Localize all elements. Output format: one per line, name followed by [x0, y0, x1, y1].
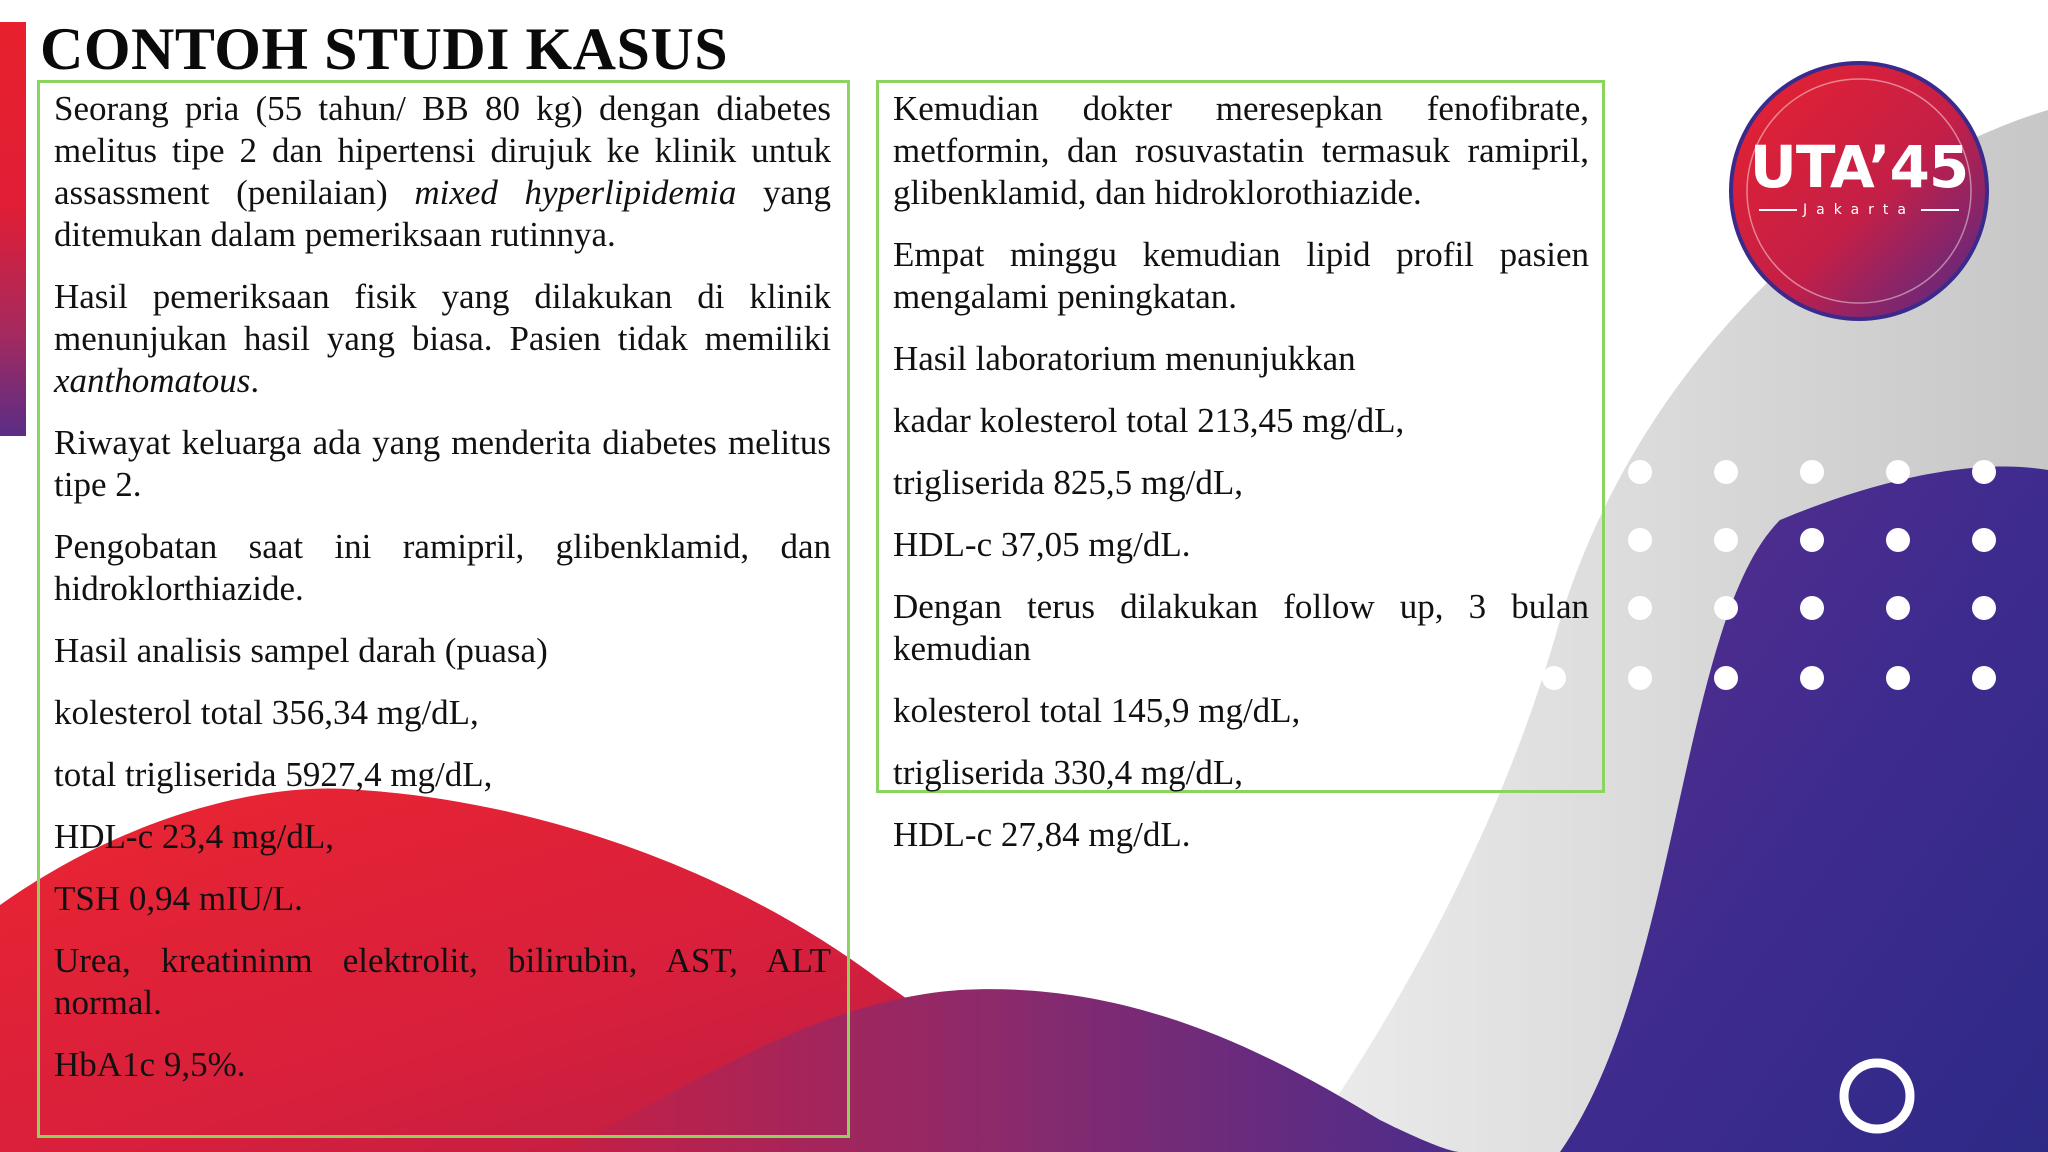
logo-name: UTA’45: [1749, 133, 1969, 201]
follow-up-paragraph: Dengan terus dilakukan follow up, 3 bulan kemudian: [893, 587, 1589, 668]
lab-result-line: trigliserida 825,5 mg/dL,: [893, 463, 1243, 502]
uta45-logo: [1718, 50, 2000, 332]
lab-result-line: TSH 0,94 mIU/L.: [54, 879, 303, 918]
four-week-paragraph: Empat minggu kemudian lipid profil pasien mengalami peningkatan.: [893, 235, 1589, 316]
lab-result-line: HDL-c 37,05 mg/dL.: [893, 525, 1191, 564]
side-accent-bar: [0, 22, 26, 436]
italic-term: xanthomatous: [54, 361, 251, 400]
lab-result-line: kolesterol total 145,9 mg/dL,: [893, 691, 1301, 730]
right-column-text: [893, 88, 1589, 876]
prescription-paragraph: Kemudian dokter meresepkan fenofibrate, metformin, dan rosuvastatin termasuk ramipril, glibenklamid, dan hidroklorothiazide.: [893, 89, 1589, 212]
lab-result-line: total trigliserida 5927,4 mg/dL,: [54, 755, 493, 794]
normal-results-paragraph: Urea, kreatininm elektrolit, bilirubin, AST, ALT normal.: [54, 941, 831, 1022]
family-history-paragraph: Riwayat keluarga ada yang menderita diabetes melitus tipe 2.: [54, 423, 831, 504]
lab-result-line: trigliserida 330,4 mg/dL,: [893, 753, 1243, 792]
lab-result-line: kolesterol total 356,34 mg/dL,: [54, 693, 479, 732]
lab-results-heading: Hasil laboratorium menunjukkan: [893, 339, 1356, 378]
blood-analysis-heading: Hasil analisis sampel darah (puasa): [54, 631, 548, 670]
lab-result-line: HDL-c 27,84 mg/dL.: [893, 815, 1191, 854]
italic-term: mixed hyperlipidemia: [414, 173, 737, 212]
hba1c-line: HbA1c 9,5%.: [54, 1045, 246, 1084]
lab-result-line: kadar kolesterol total 213,45 mg/dL,: [893, 401, 1405, 440]
case-intro-paragraph: Seorang pria (55 tahun/ BB 80 kg) dengan diabetes melitus tipe 2 dan hipertensi dirujuk ke klinik untuk assassment (penilaian) mixed hyperlipidemia yang ditemukan dalam pemeriksaan rutinnya.: [54, 89, 831, 254]
physical-exam-paragraph: Hasil pemeriksaan fisik yang dilakukan di klinik menunjukan hasil yang biasa. Pasien tidak memiliki xanthomatous.: [54, 277, 831, 400]
current-medication-paragraph: Pengobatan saat ini ramipril, glibenklamid, dan hidroklorthiazide.: [54, 527, 831, 608]
lab-result-line: HDL-c 23,4 mg/dL,: [54, 817, 334, 856]
logo-city: Jakarta: [1718, 200, 2000, 220]
page-title: CONTOH STUDI KASUS: [40, 16, 729, 82]
left-column-text: [54, 88, 831, 1106]
